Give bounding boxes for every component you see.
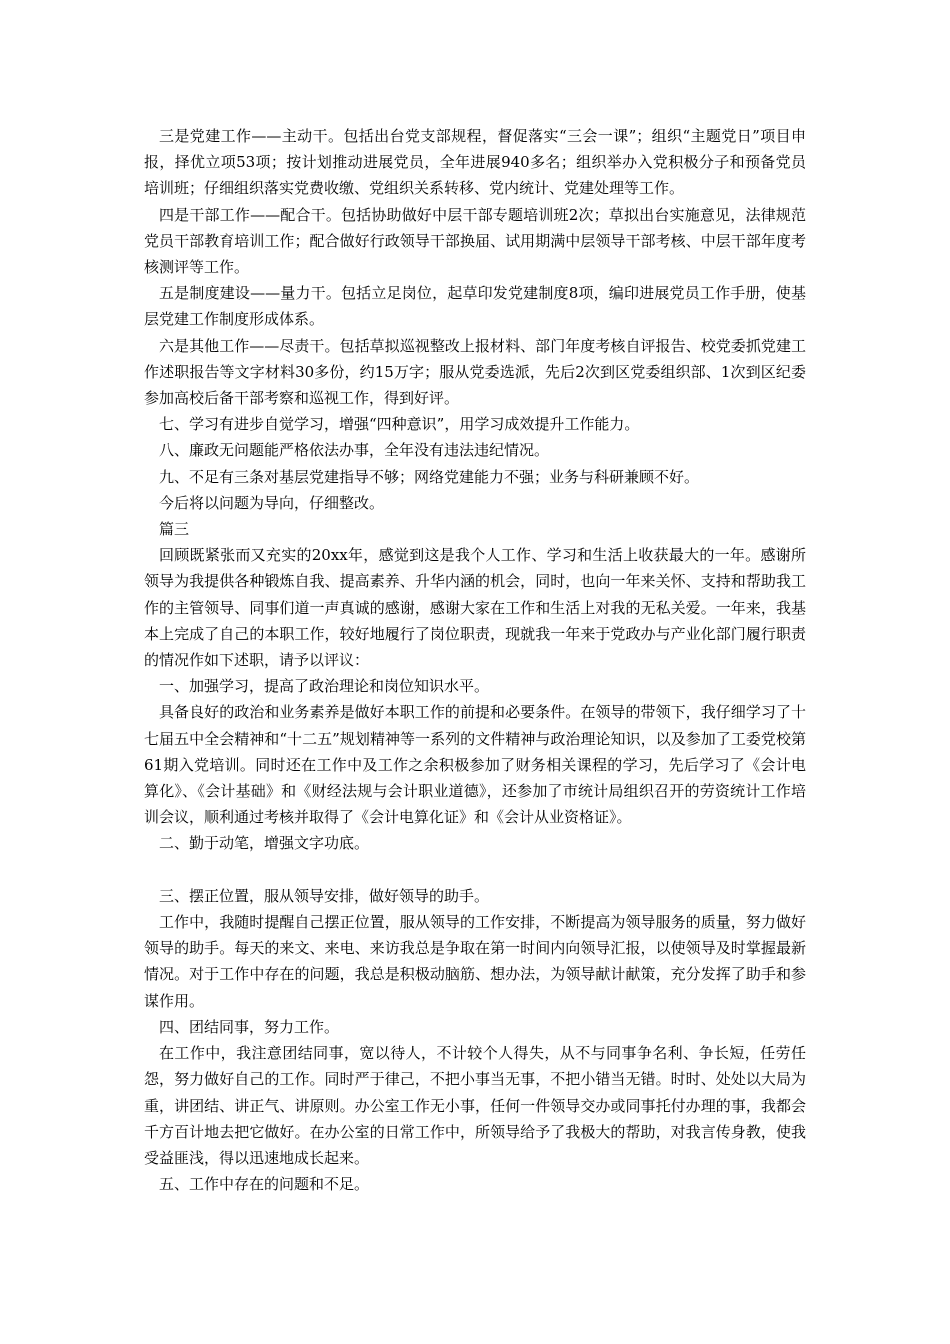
heading-problems: 五、工作中存在的问题和不足。 [159,1175,370,1194]
paragraph-unity-detail: 在工作中，我注意团结同事，宽以待人，不计较个人得失，从不与同事争名利、争长短，任劳任怨，努力做好自己的工作。同时严于律己，不把小事当无事，不把小错当无错。时时、处处以大局为重，讲团结、讲正气、讲原则。办公室工作无小事，任何一件领导交办或同事托付办理的事，我都会千方百计地去把它做好。在办公室的日常工作中，所领导给予了我极大的帮助，对我言传身教，使我受益匪浅，得以迅速地成长起来。 [144,1044,806,1167]
paragraph-system-building: 五是制度建设——量力干。包括立足岗位，起草印发党建制度8项，编印进展党员工作手册，使基层党建工作制度形成体系。 [144,284,806,329]
heading-writing: 二、勤于动笔，增强文字功底。 [159,834,370,853]
paragraph-learning-detail: 具备良好的政治和业务素养是做好本职工作的前提和必要条件。在领导的带领下，我仔细学习了十七届五中全会精神和“十二五”规划精神等一系列的文件精神与政治理论知识，以及参加了工委党校第61期入党培训。同时还在工作中及工作之余积极参加了财务相关课程的学习，先后学习了《会计电算化》、《会计基础》和《财经法规与会计职业道德》，还参加了市统计局组织召开的劳资统计工作培训会议，顺利通过考核并取得了《会计电算化证》和《会计从业资格证》。 [144,703,806,827]
heading-strengthen-learning: 一、加强学习，提高了政治理论和岗位知识水平。 [159,677,490,696]
heading-unity: 四、团结同事，努力工作。 [159,1017,340,1036]
heading-position: 三、摆正位置，服从领导安排，做好领导的助手。 [159,886,490,905]
paragraph-review: 回顾既紧张而又充实的20xx年，感觉到这是我个人工作、学习和生活上收获最大的一年。感谢所领导为我提供各种锻炼自我、提高素养、升华内涵的机会，同时，也向一年来关怀、支持和帮助我工作的主管领导、同事们道一声真诚的感谢，感谢大家在工作和生活上对我的无私关爱。一年来，我基本上完成了自己的本职工作，较好地履行了岗位职责，现就我一年来于党政办与产业化部门履行职责的情况作如下述职，请予以评议： [144,546,806,670]
paragraph-study: 七、学习有进步自觉学习，增强“四种意识”，用学习成效提升工作能力。 [159,415,640,434]
paragraph-integrity: 八、廉政无问题能严格依法办事，全年没有违法违纪情况。 [159,441,550,460]
paragraph-rectify: 今后将以问题为导向，仔细整改。 [159,493,385,512]
paragraph-shortcomings: 九、不足有三条对基层党建指导不够；网络党建能力不强；业务与科研兼顾不好。 [159,467,700,486]
paragraph-cadre-work: 四是干部工作——配合干。包括协助做好中层干部专题培训班2次；草拟出台实施意见，法律规范党员干部教育培训工作；配合做好行政领导干部换届、试用期满中层领导干部考核、中层干部年度考核测评等工作。 [144,205,806,277]
document-page [144,123,806,1197]
paragraph-party-building: 三是党建工作——主动干。包括出台党支部规程，督促落实“三会一课”；组织“主题党日”项目申报，择优立项53项；按计划推动进展党员，全年进展940多名；组织举办入党积极分子和预备党员培训班；仔细组织落实党费收缴、党组织关系转移、党内统计、党建处理等工作。 [144,127,806,198]
paragraph-position-detail: 工作中，我随时提醒自己摆正位置，服从领导的工作安排，不断提高为领导服务的质量，努力做好领导的助手。每天的来文、来电、来访我总是争取在第一时间内向领导汇报，以使领导及时掌握最新情况。对于工作中存在的问题，我总是积极动脑筋、想办法，为领导献计献策，充分发挥了助手和参谋作用。 [144,913,806,1010]
paragraph-other-work: 六是其他工作——尽责干。包括草拟巡视整改上报材料、部门年度考核自评报告、校党委抓党建工作述职报告等文字材料30多份，约15万字；服从党委选派，先后2次到区党委组织部、1次到区纪委参加高校后备干部考察和巡视工作，得到好评。 [144,336,806,408]
blank-line [144,857,806,883]
section-heading: 篇三 [159,520,190,539]
